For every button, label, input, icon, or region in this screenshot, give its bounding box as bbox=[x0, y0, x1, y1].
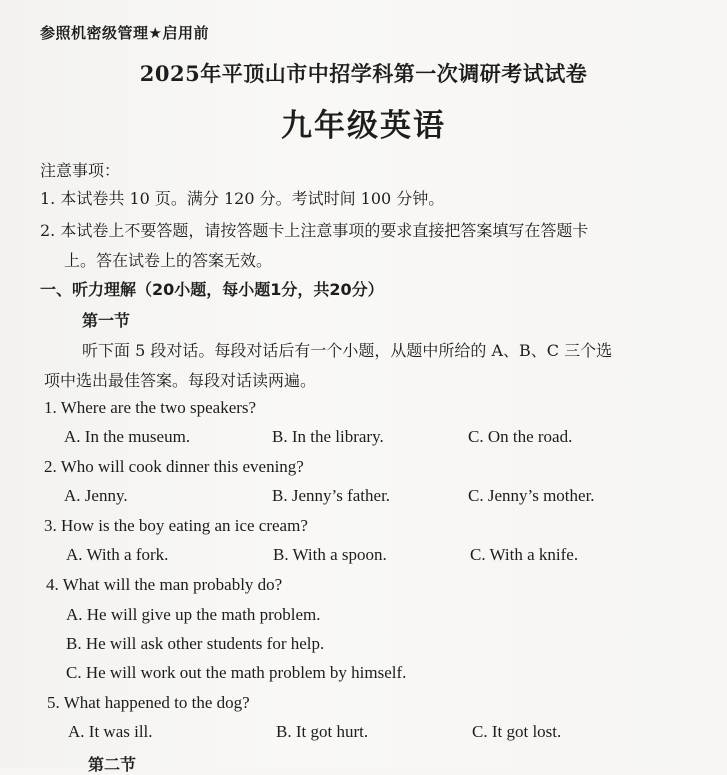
question-1-option-c: C. On the road. bbox=[468, 427, 573, 446]
question-3-option-c: C. With a knife. bbox=[470, 545, 579, 564]
question-2-option-a: A. Jenny. bbox=[64, 486, 128, 505]
question-3-option-a: A. With a fork. bbox=[66, 545, 169, 564]
instruction-line-1: 听下面 5 段对话。每段对话后有一个小题，从题中所给的 A、B、C 三个选 bbox=[82, 341, 613, 360]
question-5: 5. What happened to the dog? bbox=[47, 693, 250, 712]
exam-subtitle: 九年级英语 bbox=[281, 108, 446, 144]
part-label-1: 第一节 bbox=[82, 311, 131, 330]
confidential-label: 参照机密级管理★启用前 bbox=[40, 24, 209, 42]
instruction-line-2: 项中选出最佳答案。每段对话读两遍。 bbox=[44, 371, 317, 390]
note-item-2-continued: 上。答在试卷上的答案无效。 bbox=[64, 251, 273, 270]
question-2: 2. Who will cook dinner this evening? bbox=[44, 457, 304, 476]
exam-title: 2025年平顶山市中招学科第一次调研考试试卷 bbox=[139, 61, 588, 86]
question-4-option-a: A. He will give up the math problem. bbox=[66, 605, 321, 624]
question-5-option-a: A. It was ill. bbox=[68, 722, 153, 741]
question-1: 1. Where are the two speakers? bbox=[44, 398, 257, 417]
question-4: 4. What will the man probably do? bbox=[46, 575, 283, 594]
question-2-option-b: B. Jenny’s father. bbox=[272, 486, 391, 505]
section-heading-listening: 一、听力理解（20小题，每小题1分，共20分） bbox=[40, 280, 384, 299]
part-label-2: 第二节 bbox=[88, 755, 137, 774]
note-item-2: 2. 本试卷上不要答题，请按答题卡上注意事项的要求直接把答案填写在答题卡 bbox=[40, 221, 589, 240]
question-4-option-b: B. He will ask other students for help. bbox=[66, 634, 325, 653]
notes-heading: 注意事项： bbox=[40, 161, 121, 180]
question-3: 3. How is the boy eating an ice cream? bbox=[44, 516, 308, 535]
question-2-option-c: C. Jenny’s mother. bbox=[468, 486, 595, 505]
question-3-option-b: B. With a spoon. bbox=[273, 545, 387, 564]
question-5-option-c: C. It got lost. bbox=[472, 722, 562, 741]
question-5-option-b: B. It got hurt. bbox=[276, 722, 369, 741]
question-1-option-a: A. In the museum. bbox=[64, 427, 191, 446]
question-1-option-b: B. In the library. bbox=[272, 427, 384, 446]
question-4-option-c: C. He will work out the math problem by himself. bbox=[66, 663, 407, 682]
note-item-1: 1. 本试卷共 10 页。满分 120 分。考试时间 100 分钟。 bbox=[40, 189, 445, 208]
